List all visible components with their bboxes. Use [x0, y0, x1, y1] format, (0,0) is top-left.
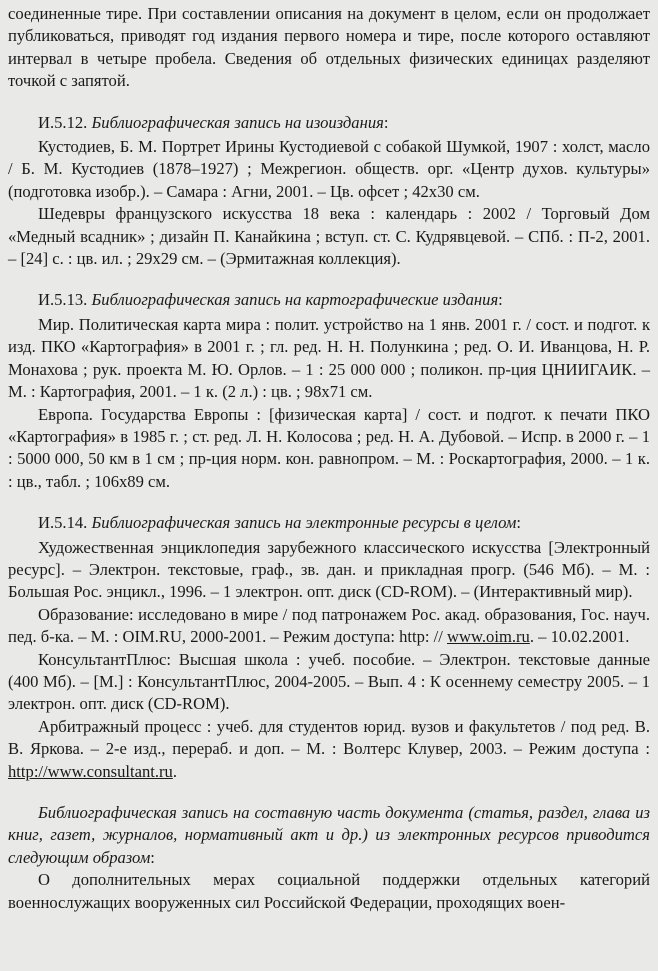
section-title: Библиографическая запись на картографические издания — [91, 290, 499, 310]
entry-obrazovanie: Образование: исследовано в мире / под патронажем Рос. акад. образования, Гос. науч. пед. б-ка. – М. : OIM.RU, 2000-2001. – Режим доступа: http: // www.oim.ru. – 10.02.2001. — [8, 604, 650, 647]
entry-europe-map: Европа. Государства Европы : [физическая карта] / сост. и подгот. к печати ПКО «Картография» в 1985 г. ; ст. ред. Л. Н. Колосова ; ред. Н. А. Дубовой. – Испр. в 2000 г. – 1 : 5000 000, 50 км в 1 см ; пр-ция норм. кон. равнопром. – М. : Роскартография, 2000. – 1 к. : цв., табл. ; 106x89 см. — [8, 404, 650, 491]
section-number: И.5.13. — [38, 290, 88, 310]
entry-shedevry: Шедевры французского искусства 18 века : календарь : 2002 / Торговый Дом «Медный всадник» ; дизайн П. Канайкина ; вступ. ст. С. Кудрявцевой. – СПб. : П-2, 2001. – [24] с. : цв. ил. ; 29x29 см. – (Эрмитажная коллекция). — [8, 204, 650, 269]
section-heading-5-13: И.5.13. Библиографическая запись на картографические издания: — [38, 290, 503, 310]
entry-kustodiev: Кустодиев, Б. М. Портрет Ирины Кустодиевой с собакой Шумкой, 1907 : холст, масло / Б. М. Кустодиев (1878–1927) ; Межрегион. обществ. орг. «Центр духов. культуры» (подготовка изобр.). – Самара : Агни, 2001. – Цв. офсет ; 42x30 см. — [8, 137, 650, 201]
link-oim[interactable]: www.oim.ru — [447, 627, 530, 647]
section-title: Библиографическая запись на изоиздания — [91, 112, 384, 132]
section-number: И.5.14. — [38, 513, 88, 533]
section-title: Библиографическая запись на электронные ресурсы в целом — [91, 513, 517, 533]
intro-paragraph: соединенные тире. При составлении описания на документ в целом, если он продолжает публиковаться, приводят год издания первого номера и тире, после которого оставляют интервал в четыре пробела. Сведения об отдельных физических единицах разделяют точкой с запятой. — [8, 4, 650, 91]
link-consultant[interactable]: http://www.consultant.ru — [8, 761, 173, 781]
entry-arbitrage: Арбитражный процесс : учеб. для студентов юрид. вузов и факультетов / под ред. В. В. Яркова. – 2-е изд., перераб. и доп. – М. : Волтерс Клувер, 2003. – Режим доступа : http://www.consultant.ru. — [8, 716, 650, 781]
entry-art-encyclopedia: Художественная энциклопедия зарубежного классического искусства [Электронный ресурс]. – Электрон. текстовые, граф., зв. дан. и прикладная прогр. (546 Мб). – М. : Большая Рос. энцикл., 1996. – 1 электрон. опт. диск (CD-ROM). – (Интерактивный мир). — [8, 537, 650, 602]
section-number: И.5.12. — [38, 112, 88, 132]
closing-paragraph: Библиографическая запись на составную часть документа (статья, раздел, глава из книг, газет, журналов, нормативный акт и др.) из электронных ресурсов приводится следующим образом: — [8, 803, 650, 867]
final-paragraph: О дополнительных мерах социальной поддержки отдельных категорий военнослужащих вооруженных сил Российской Федерации, проходящих воен- — [8, 870, 650, 912]
entry-consultant: КонсультантПлюс: Высшая школа : учеб. пособие. – Электрон. текстовые данные (400 Мб). – [М.] : КонсультантПлюс, 2004-2005. – Вып. 4 : К осеннему семестру 2005. – 1 электрон. опт. диск (CD-ROM). — [8, 649, 650, 714]
section-heading-5-12: И.5.12. Библиографическая запись на изоиздания: — [38, 112, 389, 132]
entry-mir-map: Мир. Политическая карта мира : полит. устройство на 1 янв. 2001 г. / сост. и подгот. к изд. ПКО «Картография» в 2001 г. ; гл. ред. Н. Н. Полункина ; ред. О. И. Иванцова, Н. Р. Монахова ; рук. проекта М. Ю. Орлов. – 1 : 25 000 000 ; поликон. пр-ция ЦНИИГАИК. – М. : Картография, 2001. – 1 к. (2 л.) : цв. ; 98x71 см. — [8, 314, 650, 402]
section-heading-5-14: И.5.14. Библиографическая запись на электронные ресурсы в целом: — [38, 513, 521, 533]
